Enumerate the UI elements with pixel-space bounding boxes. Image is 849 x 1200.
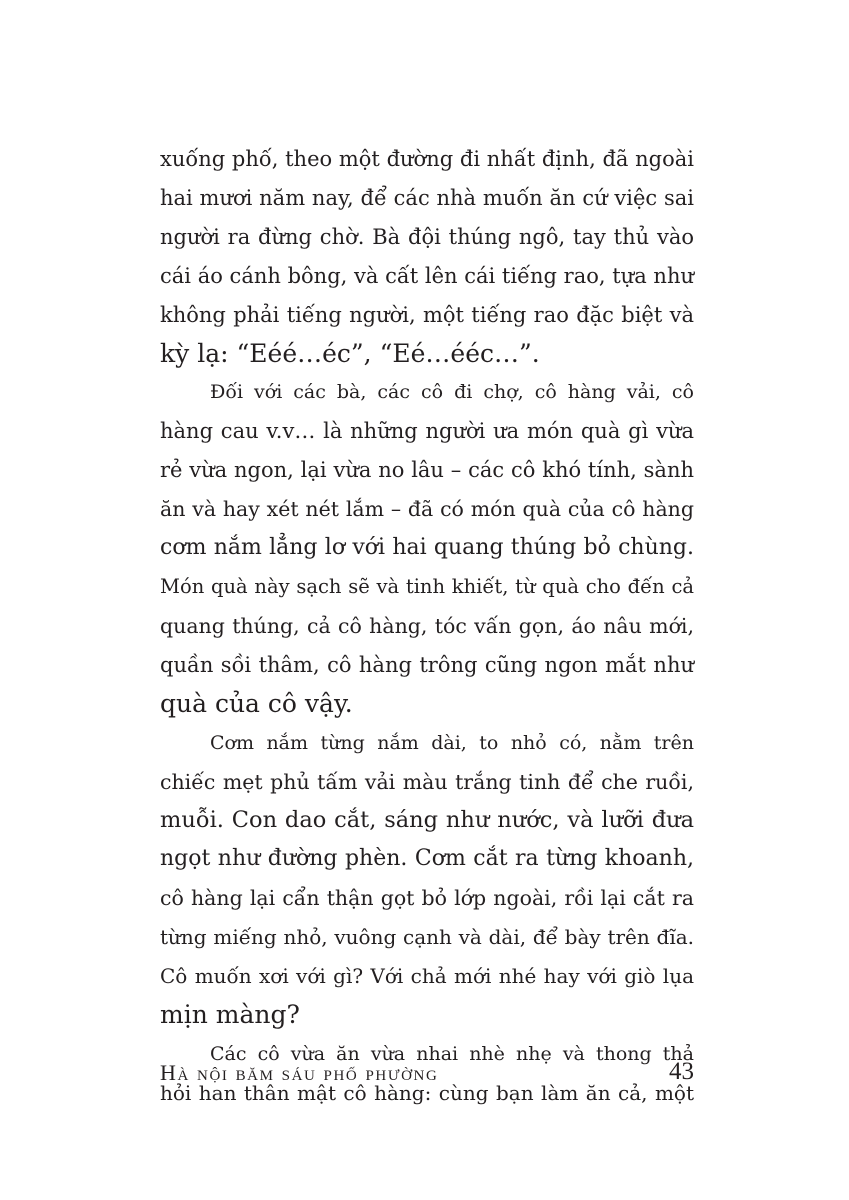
text-line: Các cô vừa ăn vừa nhai nhè nhẹ và thong thả — [210, 1042, 694, 1065]
text-line: cái áo cánh bông, và cất lên cái tiếng rao, tựa như — [160, 263, 694, 288]
running-title: Hà nội băm sáu phố phường — [160, 1060, 439, 1085]
text-line: ăn và hay xét nét lắm – đã có món quà của cô hàng — [160, 497, 694, 522]
body-text — [160, 140, 694, 1113]
text-line: rẻ vừa ngon, lại vừa no lâu – các cô khó tính, sành — [160, 458, 694, 483]
text-line: Đối với các bà, các cô đi chợ, cô hàng vải, cô — [210, 381, 694, 404]
page-number: 43 — [669, 1058, 694, 1085]
text-line: không phải tiếng người, một tiếng rao đặc biệt và — [160, 302, 694, 327]
text-line: quang thúng, cả cô hàng, tóc vấn gọn, áo nâu mới, — [160, 613, 694, 638]
paragraph — [160, 724, 694, 1035]
paragraph — [160, 373, 694, 723]
text-line: ngọt như đường phèn. Cơm cắt ra từng khoanh, — [160, 846, 694, 872]
text-line: Cô muốn xơi với gì? Với chả mới nhé hay với giò lụa — [160, 964, 694, 989]
text-line: hàng cau v.v… là những người ưa món quà gì vừa — [160, 419, 694, 444]
text-line: mịn màng? — [160, 999, 300, 1029]
text-line: người ra đừng chờ. Bà đội thúng ngô, tay thủ vào — [160, 224, 694, 249]
text-line: quần sồi thâm, cô hàng trông cũng ngon mắt như — [160, 652, 694, 677]
text-line: hai mươi năm nay, để các nhà muốn ăn cứ việc sai — [160, 185, 694, 210]
text-line: từng miếng nhỏ, vuông cạnh và dài, để bày trên đĩa. — [160, 925, 694, 950]
text-line: quà của cô vậy. — [160, 688, 353, 718]
text-line: cô hàng lại cẩn thận gọt bỏ lớp ngoài, rồi lại cắt ra — [160, 886, 694, 911]
text-line: Món quà này sạch sẽ và tinh khiết, từ quà cho đến cả — [160, 574, 694, 598]
paragraph — [160, 140, 694, 373]
text-line: hỏi han thân mật cô hàng: cùng bạn làm ăn cả, một — [160, 1080, 694, 1105]
text-line: kỳ lạ: “Eéé…éc”, “Eé…ééc…”. — [160, 338, 540, 368]
page-footer — [160, 1058, 694, 1092]
text-line: Cơm nắm từng nắm dài, to nhỏ có, nằm trên — [210, 731, 694, 754]
text-line: chiếc mẹt phủ tấm vải màu trắng tinh để che ruồi, — [160, 769, 694, 794]
text-line: muỗi. Con dao cắt, sáng như nước, và lưỡi đưa — [160, 807, 694, 834]
text-line: cơm nắm lẳng lơ với hai quang thúng bỏ chùng. — [160, 535, 694, 561]
text-line: xuống phố, theo một đường đi nhất định, đã ngoài — [160, 147, 694, 171]
